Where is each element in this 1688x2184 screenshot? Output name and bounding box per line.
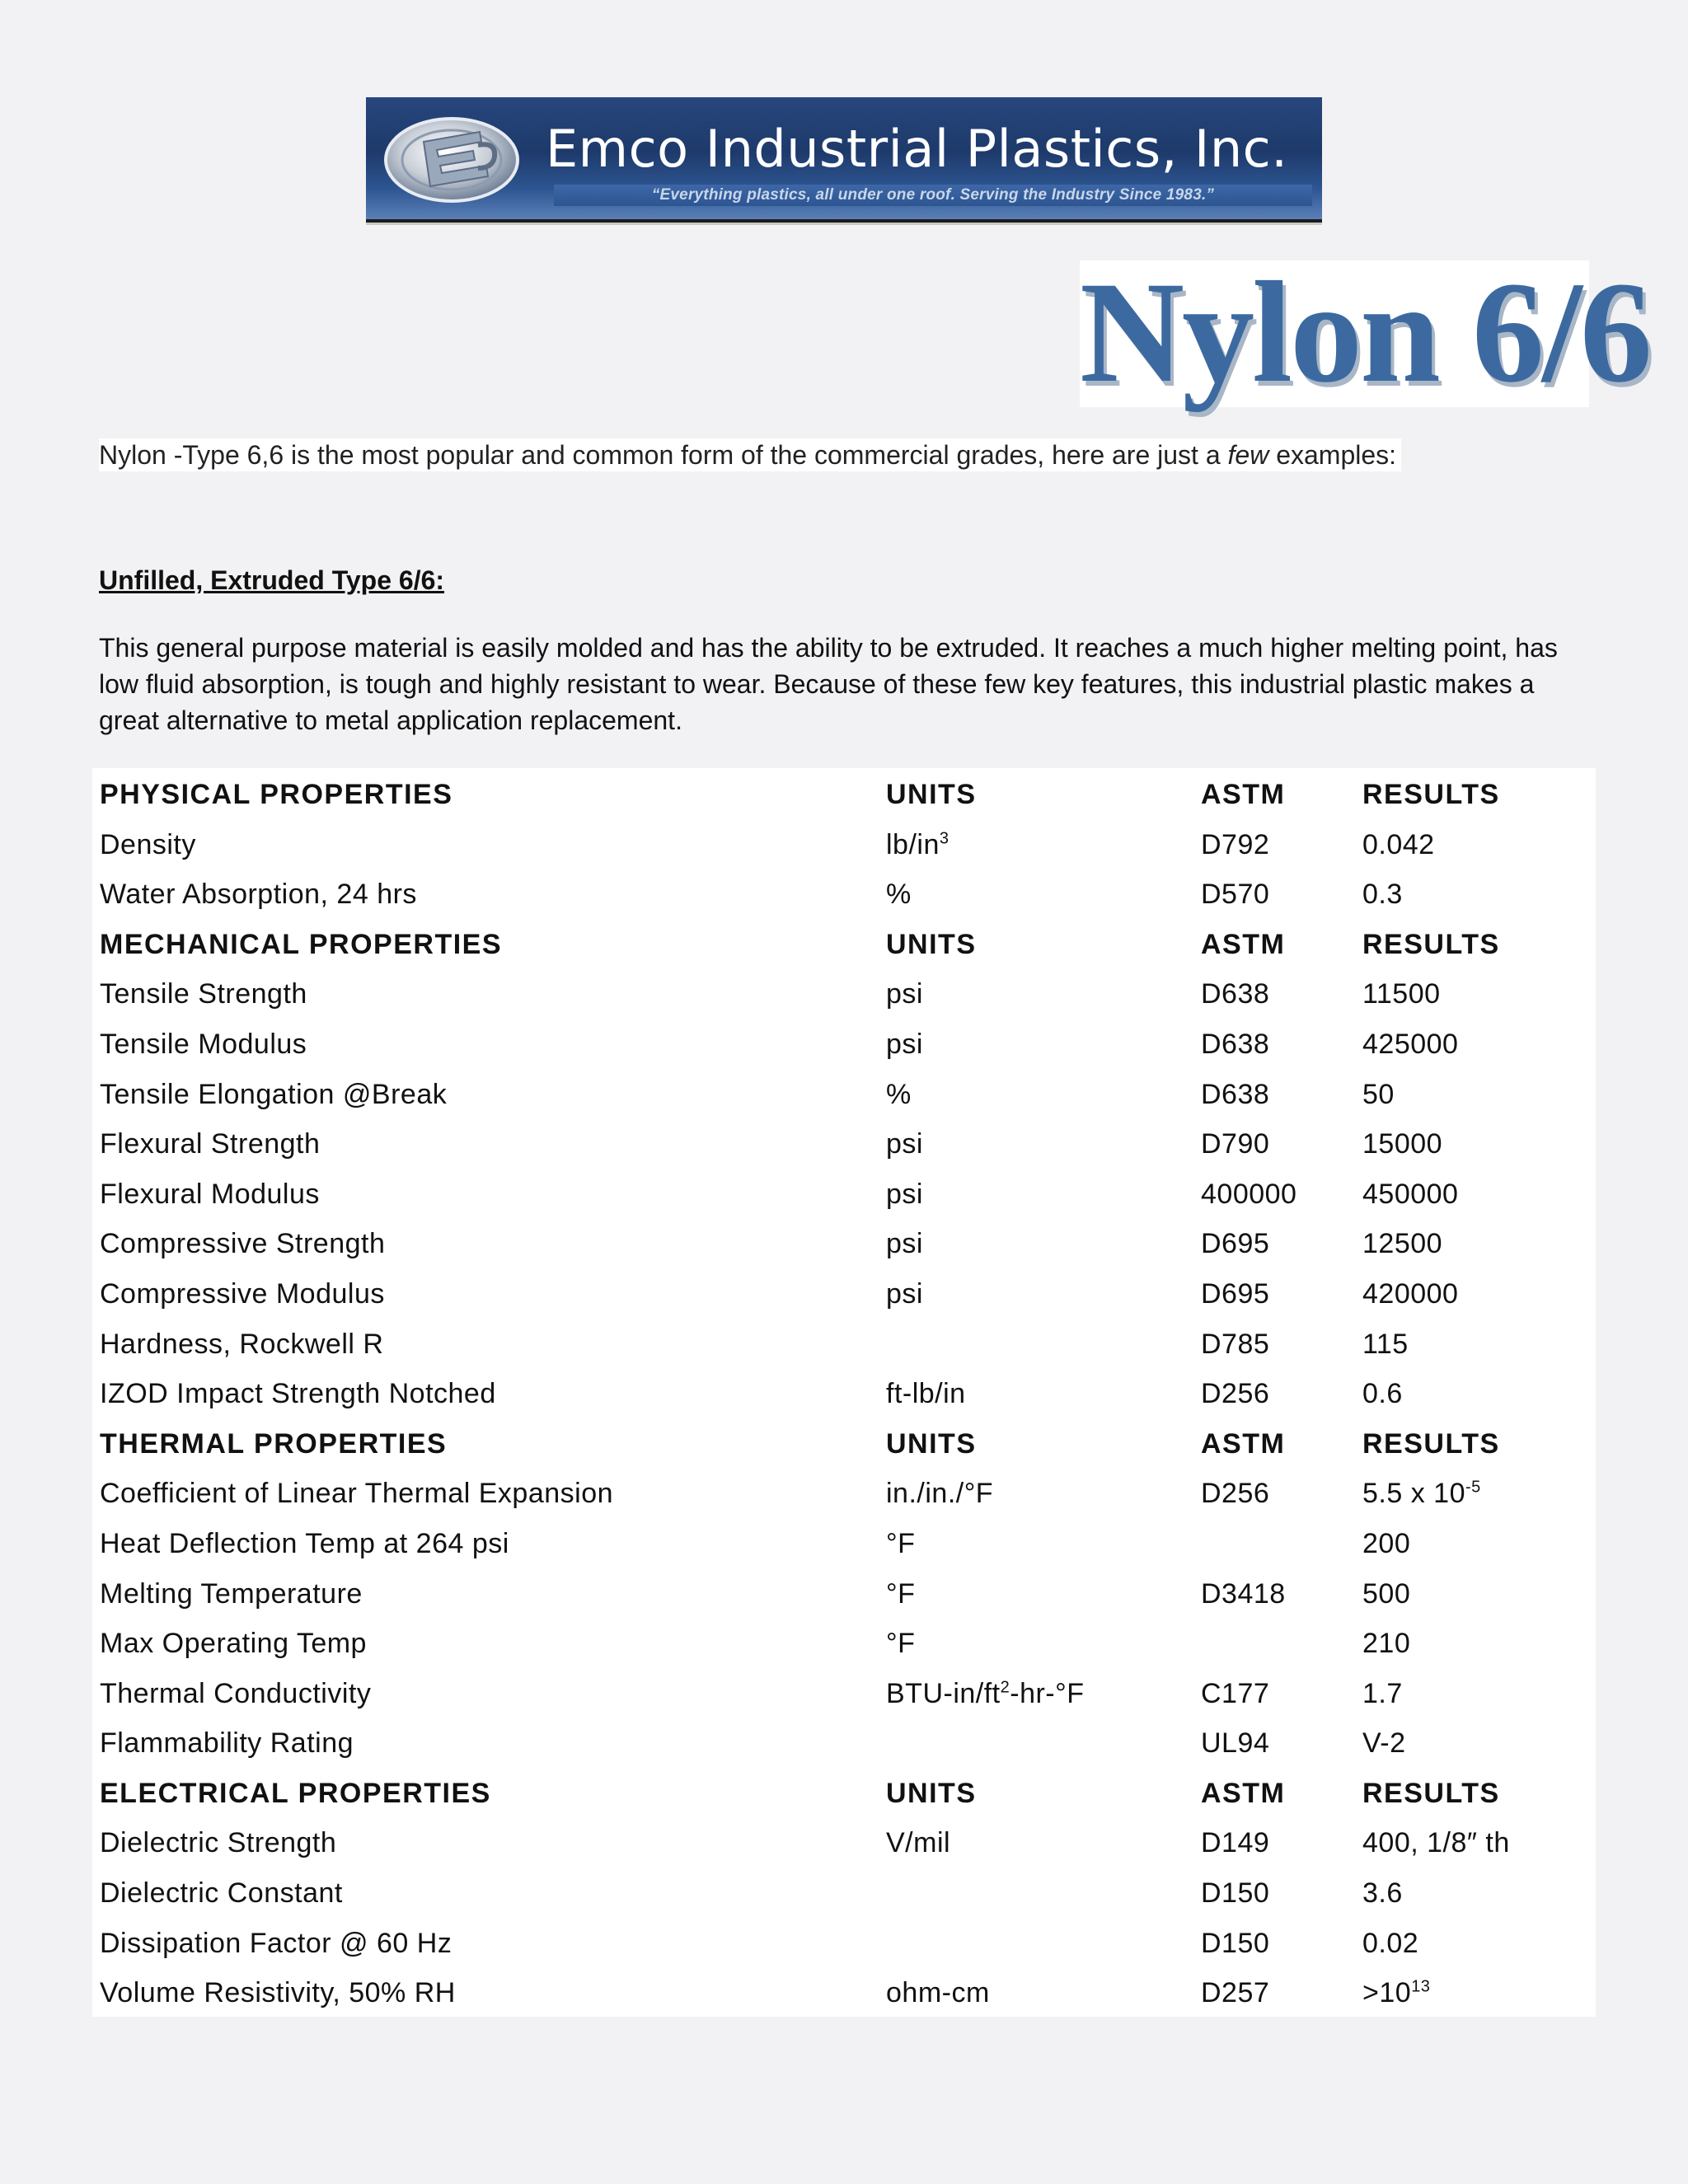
- property-cell: [100, 1877, 343, 1910]
- result-cell-text: 11500: [1362, 978, 1441, 1010]
- astm-cell: [1201, 879, 1269, 911]
- units-cell-text: in./in./°F: [886, 1478, 994, 1510]
- property-cell-text: Flammability Rating: [100, 1727, 354, 1760]
- property-cell-text: Tensile Modulus: [100, 1028, 307, 1060]
- units-cell-text: °F: [886, 1577, 916, 1610]
- result-cell: [1362, 879, 1403, 911]
- result-cell-text: 115: [1362, 1328, 1409, 1360]
- property-cell: [100, 1678, 371, 1710]
- astm-cell-text: D638: [1201, 1078, 1270, 1110]
- astm-cell-text: D638: [1201, 978, 1270, 1010]
- result-cell-text: 0.6: [1362, 1378, 1403, 1410]
- table-row: [92, 1068, 1596, 1118]
- result-cell-text: 1.7: [1362, 1677, 1403, 1709]
- property-cell: [100, 779, 452, 811]
- units-cell-suffix: -hr-°F: [1010, 1677, 1085, 1709]
- intro-text: [99, 438, 1401, 471]
- units-cell: [886, 1528, 915, 1560]
- result-cell: [1362, 1029, 1458, 1061]
- property-cell-text: Flexural Strength: [100, 1128, 321, 1160]
- result-cell-text: 50: [1362, 1078, 1395, 1110]
- property-cell: [100, 1827, 336, 1859]
- astm-cell-text: D695: [1201, 1228, 1270, 1260]
- result-cell: [1362, 1727, 1406, 1760]
- result-cell: [1362, 1278, 1458, 1310]
- result-cell-text: RESULTS: [1362, 779, 1500, 810]
- result-cell-text: 425000: [1362, 1028, 1459, 1060]
- table-row: [92, 968, 1596, 1018]
- units-cell-text: %: [886, 879, 912, 911]
- units-cell: [886, 1228, 923, 1260]
- units-cell-superscript: 2: [1000, 1678, 1010, 1697]
- property-cell: [100, 1928, 452, 1960]
- units-cell: [886, 879, 912, 911]
- astm-cell: [1201, 929, 1285, 961]
- units-cell-text: psi: [886, 978, 923, 1010]
- units-cell: [886, 1678, 1085, 1710]
- units-cell-text: UNITS: [886, 779, 977, 810]
- units-cell: [886, 1478, 993, 1510]
- astm-cell-text: D257: [1201, 1977, 1270, 2009]
- product-title: Nylon 6/6: [1080, 252, 1650, 413]
- units-cell: [886, 779, 977, 811]
- property-cell-text: Dielectric Constant: [100, 1877, 343, 1910]
- astm-cell-text: D150: [1201, 1877, 1270, 1910]
- astm-cell: [1201, 1378, 1269, 1410]
- astm-cell: [1201, 1877, 1269, 1910]
- result-cell-text: 400, 1/8″ th: [1362, 1827, 1510, 1859]
- units-cell-text: ohm-cm: [886, 1977, 990, 2009]
- astm-cell-text: UL94: [1201, 1727, 1270, 1760]
- company-logo-icon: [381, 109, 528, 206]
- astm-cell-text: ASTM: [1201, 779, 1286, 810]
- property-cell-text: THERMAL PROPERTIES: [100, 1427, 448, 1460]
- property-cell: [100, 1128, 320, 1160]
- astm-cell: [1201, 1727, 1269, 1760]
- astm-cell: [1201, 1278, 1269, 1310]
- units-cell-text: psi: [886, 1228, 923, 1260]
- units-cell: [886, 1079, 912, 1111]
- astm-cell: [1201, 829, 1269, 861]
- astm-cell-text: D785: [1201, 1328, 1270, 1360]
- property-cell: [100, 1228, 385, 1260]
- units-cell: [886, 1578, 915, 1610]
- result-cell: [1362, 1179, 1458, 1211]
- result-cell-text: RESULTS: [1362, 1777, 1500, 1809]
- units-cell-text: psi: [886, 1128, 923, 1160]
- table-row: [92, 1318, 1596, 1368]
- result-cell: [1362, 978, 1441, 1010]
- result-cell: [1362, 1079, 1395, 1111]
- property-cell-text: Tensile Strength: [100, 978, 307, 1010]
- units-cell: [886, 1128, 923, 1160]
- astm-cell-text: D570: [1201, 879, 1270, 911]
- result-cell: [1362, 929, 1500, 961]
- astm-cell-text: D256: [1201, 1478, 1270, 1510]
- property-cell-text: Density: [100, 828, 196, 860]
- property-cell-text: Melting Temperature: [100, 1577, 363, 1610]
- astm-cell-text: 400000: [1201, 1178, 1297, 1210]
- astm-cell-text: D792: [1201, 828, 1270, 860]
- units-cell: [886, 1778, 977, 1810]
- result-cell-text: >10: [1362, 1977, 1412, 2009]
- result-cell-text: 210: [1362, 1628, 1411, 1660]
- result-cell-text: V-2: [1362, 1727, 1406, 1760]
- units-cell: [886, 1029, 923, 1061]
- astm-cell-text: D790: [1201, 1128, 1270, 1160]
- astm-cell-text: ASTM: [1201, 1427, 1286, 1460]
- property-cell-text: Volume Resistivity, 50% RH: [100, 1977, 456, 2009]
- intro-emphasis: few: [1227, 440, 1269, 470]
- result-cell-text: 0.02: [1362, 1927, 1419, 1959]
- astm-cell: [1201, 1928, 1269, 1960]
- astm-cell-text: ASTM: [1201, 928, 1286, 960]
- table-row: [92, 1617, 1596, 1667]
- table-row: [92, 1217, 1596, 1268]
- table-row: [92, 1917, 1596, 1967]
- astm-cell-text: ASTM: [1201, 1777, 1286, 1809]
- astm-cell: [1201, 1827, 1269, 1859]
- units-cell-text: V/mil: [886, 1827, 951, 1859]
- result-cell: [1362, 1778, 1500, 1810]
- table-row: [92, 1118, 1596, 1168]
- result-cell-text: 0.3: [1362, 879, 1403, 911]
- property-cell: [100, 1329, 383, 1361]
- result-cell: [1362, 1378, 1403, 1410]
- astm-cell: [1201, 1128, 1269, 1160]
- table-row: [92, 1568, 1596, 1618]
- property-cell: [100, 978, 307, 1010]
- units-cell-text: lb/in: [886, 828, 940, 860]
- company-banner: [366, 97, 1322, 223]
- astm-cell: [1201, 1478, 1269, 1510]
- property-cell-text: Water Absorption, 24 hrs: [100, 879, 417, 911]
- result-cell: [1362, 829, 1435, 861]
- table-row: [92, 818, 1596, 869]
- property-cell: [100, 1478, 613, 1510]
- result-cell: [1362, 1678, 1403, 1710]
- units-cell-text: UNITS: [886, 1427, 977, 1460]
- units-cell-text: psi: [886, 1028, 923, 1060]
- property-cell-text: Hardness, Rockwell R: [100, 1328, 384, 1360]
- company-tagline: “Everything plastics, all under one roof. Serving the Industry Since 1983.”: [554, 185, 1312, 206]
- properties-table: [92, 768, 1596, 2017]
- astm-cell: [1201, 1228, 1269, 1260]
- property-cell: [100, 879, 417, 911]
- property-cell-text: Compressive Strength: [100, 1228, 386, 1260]
- astm-cell: [1201, 1029, 1269, 1061]
- astm-cell-text: C177: [1201, 1677, 1270, 1709]
- property-cell-text: Tensile Elongation @Break: [100, 1078, 448, 1110]
- result-cell: [1362, 779, 1500, 811]
- property-cell: [100, 1578, 363, 1610]
- astm-cell-text: D638: [1201, 1028, 1270, 1060]
- units-cell-text: UNITS: [886, 1777, 977, 1809]
- table-section-header-row: [92, 918, 1596, 968]
- astm-cell-text: D695: [1201, 1277, 1270, 1310]
- result-cell: [1362, 1877, 1403, 1910]
- property-cell-text: Compressive Modulus: [100, 1277, 385, 1310]
- result-cell: [1362, 1977, 1430, 2009]
- units-cell-text: psi: [886, 1178, 923, 1210]
- property-cell: [100, 1079, 447, 1111]
- section-description: This general purpose material is easily molded and has the ability to be extruded. It reaches a much higher melting point, has low fluid absorption, is tough and highly resistant to wear. Because of these few key features, this industrial plastic makes a great alternative to metal application replacement.: [99, 633, 1558, 735]
- property-cell-text: Dissipation Factor @ 60 Hz: [100, 1927, 452, 1959]
- units-cell: [886, 1827, 950, 1859]
- table-row: [92, 1667, 1596, 1718]
- property-cell: [100, 1029, 307, 1061]
- result-cell: [1362, 1428, 1500, 1460]
- property-cell: [100, 1179, 320, 1211]
- table-row: [92, 1018, 1596, 1068]
- result-cell: [1362, 1228, 1442, 1260]
- property-cell: [100, 1528, 509, 1560]
- astm-cell: [1201, 1179, 1296, 1211]
- result-cell: [1362, 1827, 1510, 1859]
- result-cell: [1362, 1628, 1410, 1660]
- units-cell-text: psi: [886, 1277, 923, 1310]
- astm-cell-text: D256: [1201, 1378, 1270, 1410]
- property-cell: [100, 1778, 491, 1810]
- property-cell-text: Heat Deflection Temp at 264 psi: [100, 1527, 509, 1559]
- property-cell: [100, 1977, 456, 2009]
- result-cell: [1362, 1128, 1442, 1160]
- table-row: [92, 1268, 1596, 1318]
- table-row: [92, 868, 1596, 918]
- units-cell: [886, 1278, 923, 1310]
- property-cell-text: PHYSICAL PROPERTIES: [100, 779, 453, 810]
- units-cell-text: UNITS: [886, 928, 977, 960]
- property-cell-text: Dielectric Strength: [100, 1827, 337, 1859]
- units-cell: [886, 1628, 915, 1660]
- units-cell: [886, 829, 950, 861]
- property-cell-text: Flexural Modulus: [100, 1178, 320, 1210]
- property-cell: [100, 1428, 447, 1460]
- result-cell: [1362, 1329, 1409, 1361]
- property-cell: [100, 1628, 367, 1660]
- units-cell: [886, 1428, 977, 1460]
- units-cell-text: ft-lb/in: [886, 1378, 966, 1410]
- astm-cell: [1201, 1079, 1269, 1111]
- units-cell-text: °F: [886, 1628, 916, 1660]
- table-row: [92, 1517, 1596, 1568]
- result-cell: [1362, 1578, 1410, 1610]
- result-cell-text: RESULTS: [1362, 1427, 1500, 1460]
- astm-cell: [1201, 1778, 1285, 1810]
- units-cell: [886, 1977, 990, 2009]
- intro-text-end: examples:: [1268, 440, 1397, 470]
- result-cell-text: 450000: [1362, 1178, 1459, 1210]
- table-section-header-row: [92, 1418, 1596, 1468]
- table-section-header-row: [92, 768, 1596, 818]
- units-cell: [886, 929, 977, 961]
- astm-cell: [1201, 1428, 1285, 1460]
- units-cell-text: °F: [886, 1527, 916, 1559]
- units-cell: [886, 1179, 923, 1211]
- property-cell: [100, 929, 502, 961]
- result-cell-text: 5.5 x 10: [1362, 1478, 1465, 1510]
- property-cell: [100, 1278, 385, 1310]
- property-cell: [100, 1378, 496, 1410]
- table-row: [92, 1467, 1596, 1517]
- table-section-header-row: [92, 1767, 1596, 1817]
- property-cell-text: IZOD Impact Strength Notched: [100, 1378, 496, 1410]
- astm-cell-text: D3418: [1201, 1577, 1286, 1610]
- astm-cell: [1201, 1329, 1269, 1361]
- result-cell-text: 500: [1362, 1577, 1411, 1610]
- result-cell-superscript: -5: [1465, 1478, 1481, 1497]
- property-cell-text: ELECTRICAL PROPERTIES: [100, 1777, 491, 1809]
- result-cell-text: 12500: [1362, 1228, 1443, 1260]
- result-cell-superscript: 13: [1411, 1977, 1431, 1996]
- table-row: [92, 1717, 1596, 1767]
- astm-cell: [1201, 978, 1269, 1010]
- company-name: Emco Industrial Plastics, Inc.: [546, 119, 1288, 179]
- table-row: [92, 1816, 1596, 1867]
- units-cell-superscript: 3: [939, 829, 950, 848]
- result-cell: [1362, 1478, 1481, 1510]
- result-cell-text: 0.042: [1362, 828, 1435, 860]
- astm-cell: [1201, 1977, 1269, 2009]
- property-cell: [100, 1727, 354, 1760]
- property-cell-text: Max Operating Temp: [100, 1628, 367, 1660]
- astm-cell: [1201, 779, 1285, 811]
- result-cell: [1362, 1528, 1410, 1560]
- result-cell-text: RESULTS: [1362, 928, 1500, 960]
- intro-text-start: Nylon -Type 6,6 is the most popular and common form of the commercial grades, here are just a: [99, 440, 1228, 470]
- table-row: [92, 1168, 1596, 1218]
- table-row: [92, 1367, 1596, 1418]
- result-cell-text: 420000: [1362, 1277, 1459, 1310]
- property-cell-text: Thermal Conductivity: [100, 1677, 372, 1709]
- table-row: [92, 1867, 1596, 1917]
- units-cell: [886, 978, 923, 1010]
- result-cell-text: 200: [1362, 1527, 1411, 1559]
- section-heading: Unfilled, Extruded Type 6/6:: [99, 565, 445, 595]
- property-cell: [100, 829, 196, 861]
- table-row: [92, 1966, 1596, 2017]
- result-cell-text: 3.6: [1362, 1877, 1403, 1910]
- units-cell-text: BTU-in/ft: [886, 1677, 1001, 1709]
- result-cell-text: 15000: [1362, 1128, 1443, 1160]
- astm-cell: [1201, 1678, 1269, 1710]
- property-cell-text: Coefficient of Linear Thermal Expansion: [100, 1478, 614, 1510]
- property-cell-text: MECHANICAL PROPERTIES: [100, 928, 503, 960]
- result-cell: [1362, 1928, 1418, 1960]
- units-cell: [886, 1378, 966, 1410]
- astm-cell-text: D149: [1201, 1827, 1270, 1859]
- units-cell-text: %: [886, 1078, 912, 1110]
- astm-cell: [1201, 1578, 1286, 1610]
- astm-cell-text: D150: [1201, 1927, 1270, 1959]
